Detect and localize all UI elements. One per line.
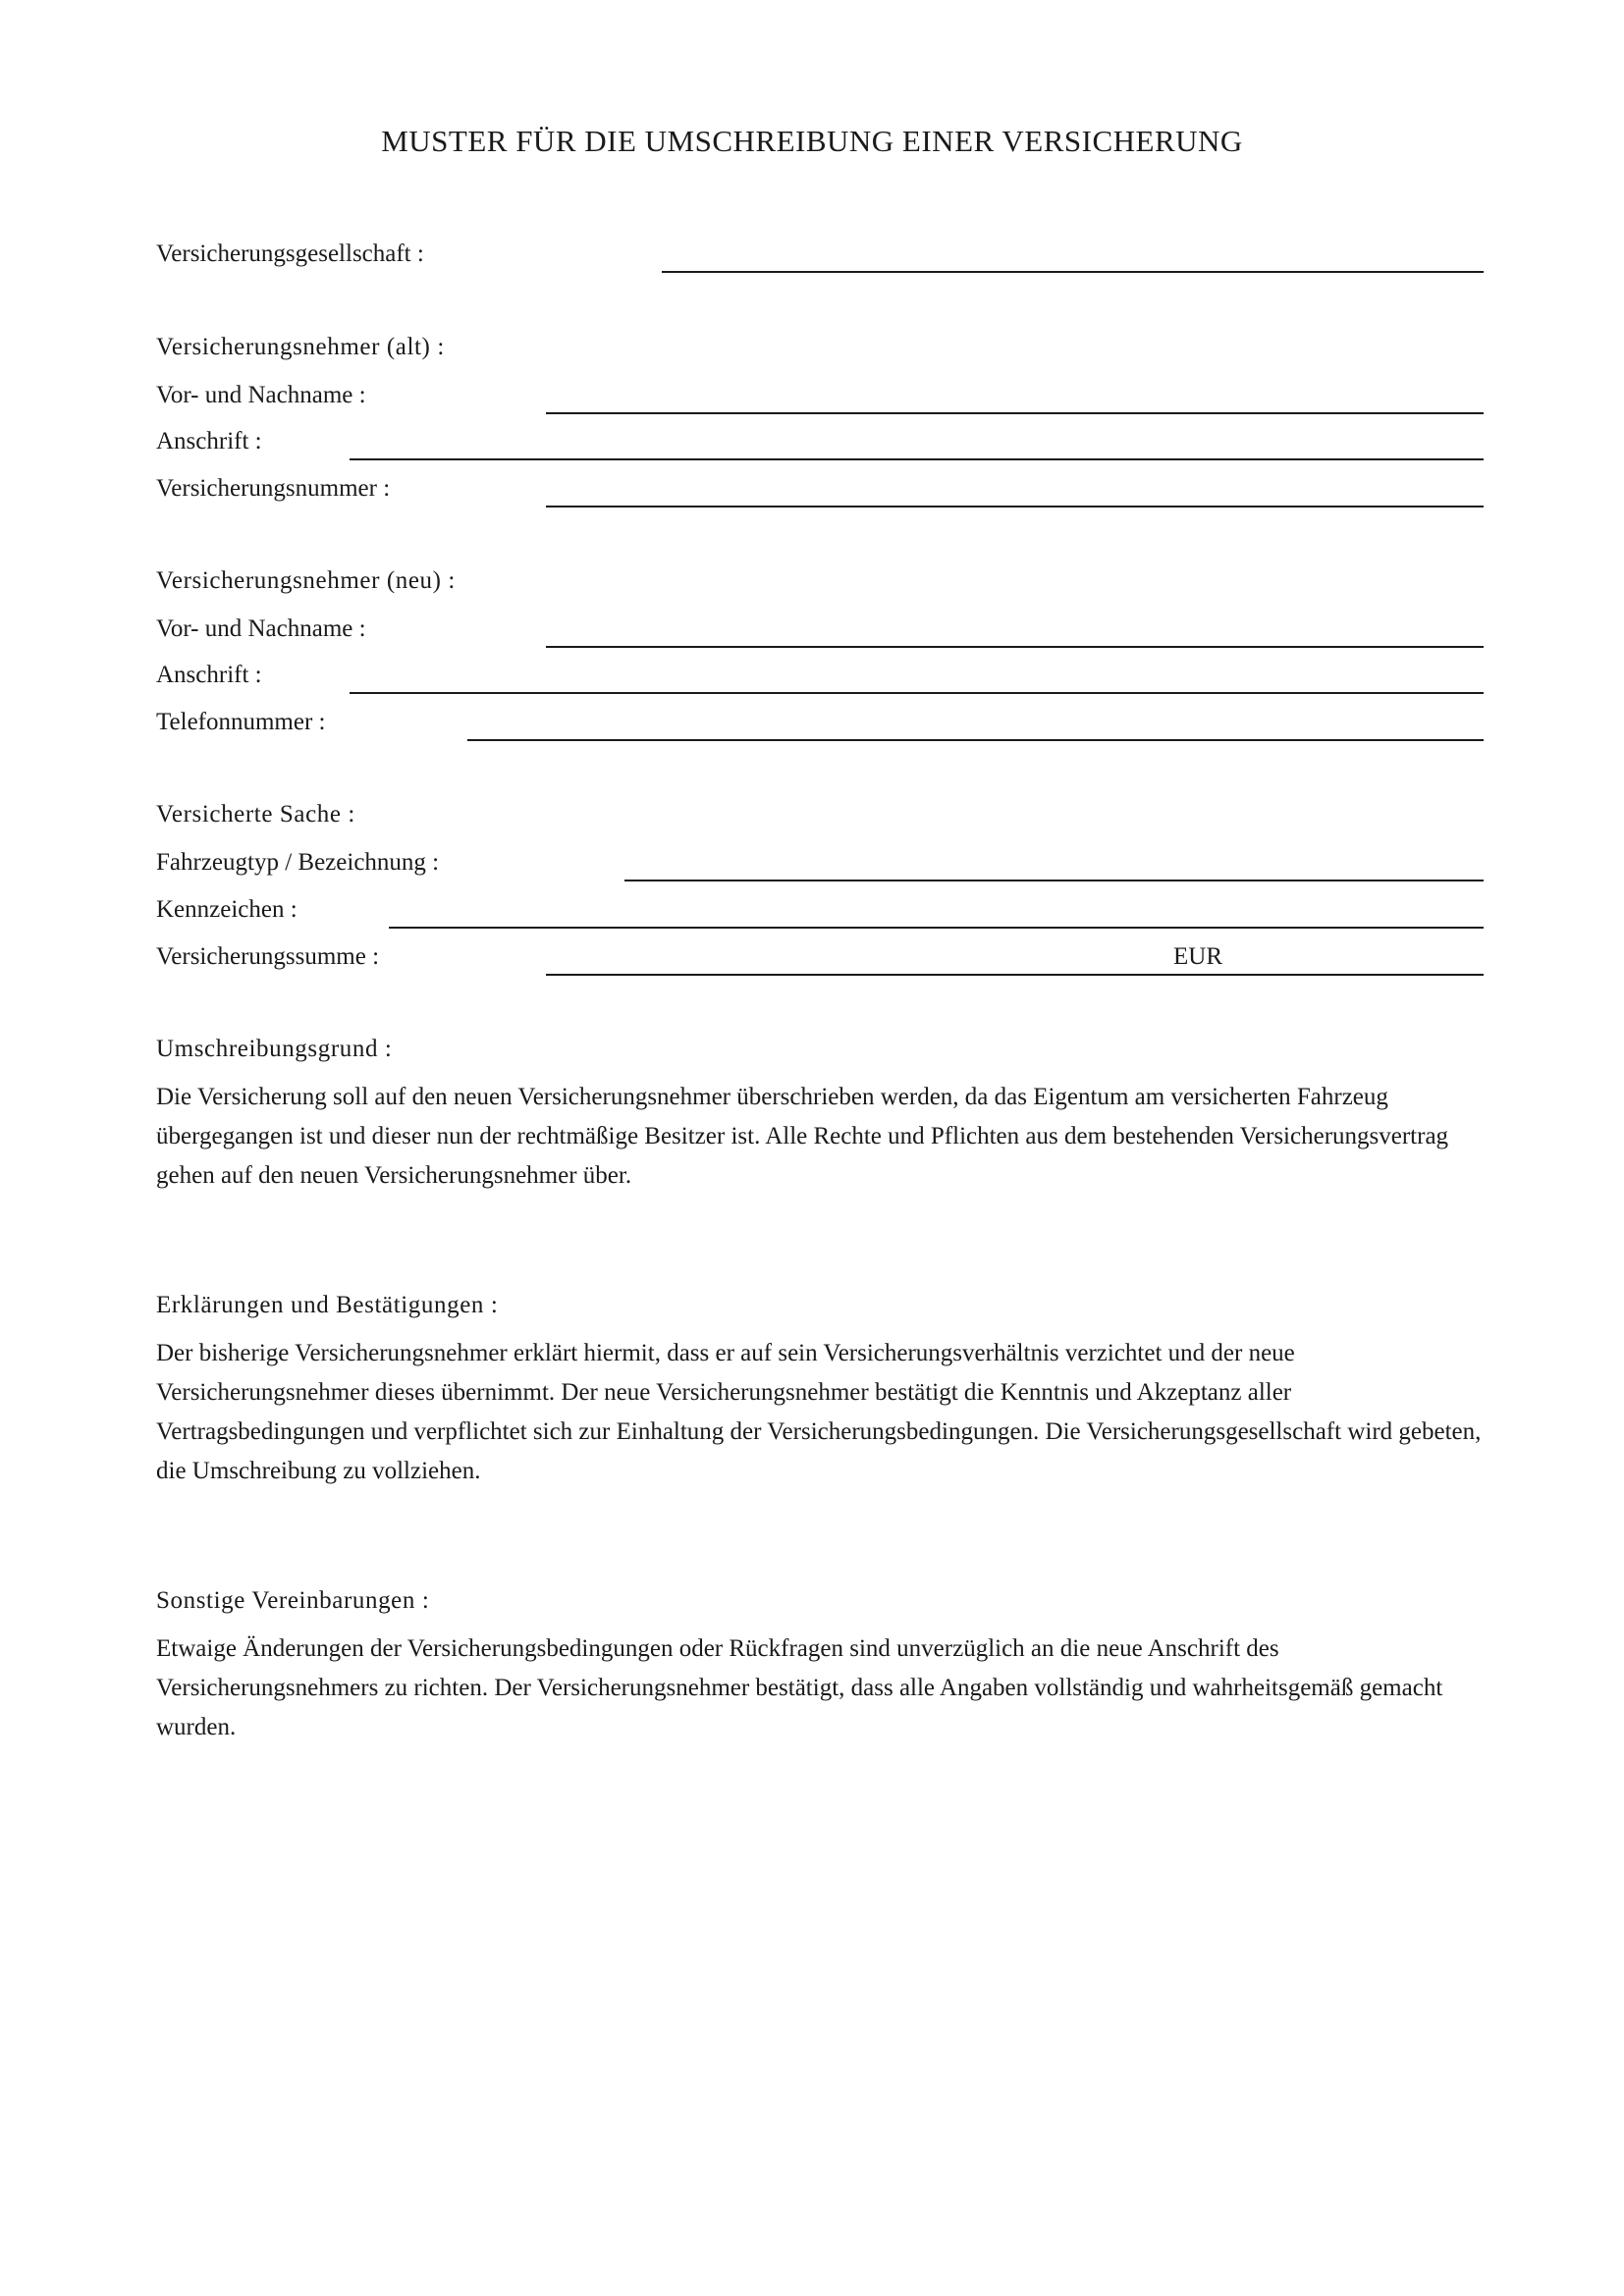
old-holder-policy-field[interactable] xyxy=(546,506,1484,507)
declarations-text: Der bisherige Versicherungsnehmer erklärt hiermit, dass er auf sein Versicherungsverhältnis verzichtet und der neue Versicherungsnehmer dieses übernimmt. Der neue Versicherungsnehmer bestätigt die Kenntnis und Akzeptanz aller Vertragsbedingungen und verpflichtet sich zur Einhaltung der Versicherungsbedingungen. Die Versicherungsgesellschaft wird gebeten, die Umschreibung zu vollziehen. xyxy=(156,1340,1482,1484)
old-holder-policy-label: Versicherungsnummer : xyxy=(156,475,391,502)
new-holder-address-field[interactable] xyxy=(350,692,1484,694)
plate-label: Kennzeichen : xyxy=(156,896,298,923)
company-row xyxy=(156,234,1484,273)
vehicle-row xyxy=(156,842,1484,881)
reason-text: Die Versicherung soll auf den neuen Versicherungsnehmer überschrieben werden, da das Eigentum am versicherten Fahrzeug übergegangen ist und dieser nun der rechtmäßige Besitzer ist. Alle Rechte und Pflichten aus dem bestehenden Versicherungsvertrag gehen auf den neuen Versicherungsnehmer über. xyxy=(156,1084,1449,1189)
old-holder-name-field[interactable] xyxy=(546,412,1484,414)
sum-label: Versicherungssumme : xyxy=(156,943,380,970)
new-holder-address-label: Anschrift : xyxy=(156,662,262,688)
sum-field[interactable] xyxy=(546,974,1484,976)
old-holder-address-field[interactable] xyxy=(350,458,1484,460)
plate-row xyxy=(156,889,1484,929)
vehicle-field[interactable] xyxy=(624,880,1484,881)
other-text: Etwaige Änderungen der Versicherungsbedingungen oder Rückfragen sind unverzüglich an die neue Anschrift des Versicherungsnehmers zu richten. Der Versicherungsnehmer bestätigt, dass alle Angaben vollständig und wahrheitsgemäß gemacht wurden. xyxy=(156,1635,1443,1740)
old-holder-address-row xyxy=(156,421,1484,460)
new-holder-name-label: Vor- und Nachname : xyxy=(156,615,366,642)
plate-field[interactable] xyxy=(389,927,1484,929)
old-holder-heading: Versicherungsnehmer (alt) : xyxy=(156,334,445,360)
company-label: Versicherungsgesellschaft : xyxy=(156,240,424,267)
new-holder-phone-row xyxy=(156,702,1484,741)
vehicle-label: Fahrzeugtyp / Bezeichnung : xyxy=(156,849,440,876)
old-holder-name-row xyxy=(156,375,1484,414)
declarations-heading: Erklärungen und Bestätigungen : xyxy=(156,1292,499,1318)
insured-item-heading: Versicherte Sache : xyxy=(156,801,355,828)
new-holder-address-row xyxy=(156,655,1484,694)
other-heading: Sonstige Vereinbarungen : xyxy=(156,1587,430,1614)
new-holder-heading: Versicherungsnehmer (neu) : xyxy=(156,567,456,594)
new-holder-name-field[interactable] xyxy=(546,646,1484,648)
new-holder-name-row xyxy=(156,609,1484,648)
reason-heading: Umschreibungsgrund : xyxy=(156,1036,393,1062)
company-field[interactable] xyxy=(662,271,1484,273)
document-title: MUSTER FÜR DIE UMSCHREIBUNG EINER VERSICHERUNG xyxy=(381,124,1243,158)
sum-row xyxy=(156,936,1484,976)
currency-label: EUR xyxy=(1173,943,1222,970)
new-holder-phone-label: Telefonnummer : xyxy=(156,709,326,735)
old-holder-name-label: Vor- und Nachname : xyxy=(156,382,366,408)
new-holder-phone-field[interactable] xyxy=(467,739,1484,741)
old-holder-policy-row xyxy=(156,468,1484,507)
old-holder-address-label: Anschrift : xyxy=(156,428,262,454)
